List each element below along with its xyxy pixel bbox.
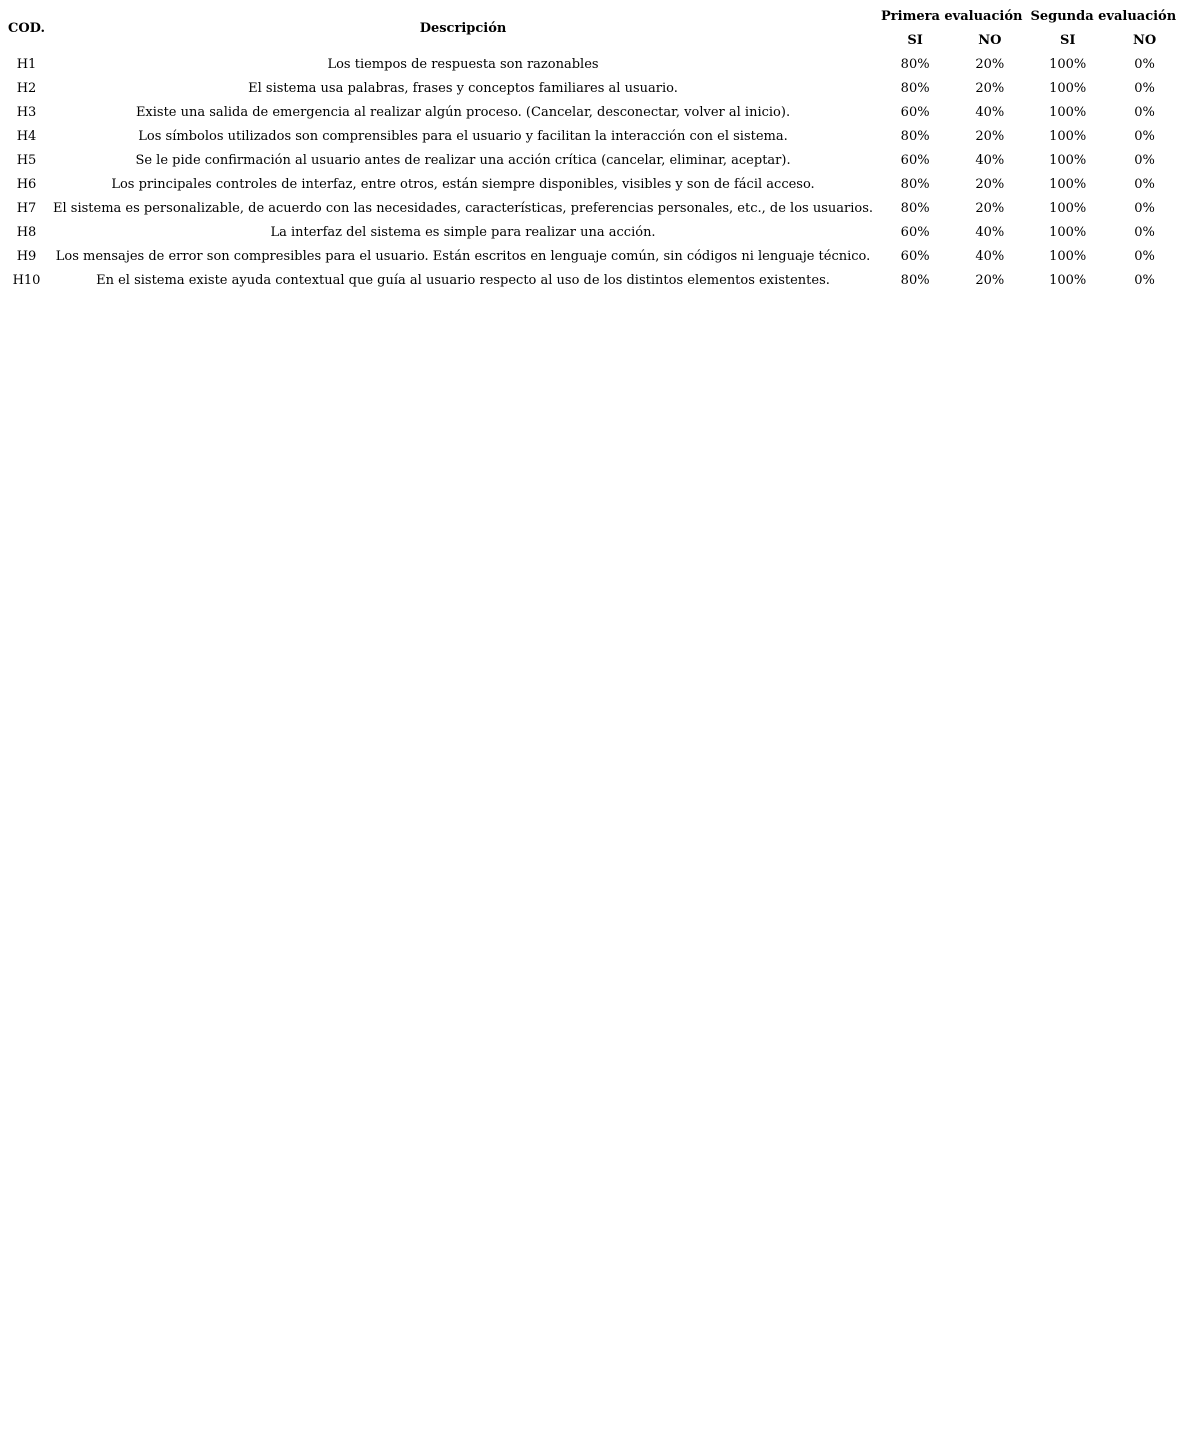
table-row: [4, 148, 1178, 172]
table-row: [4, 76, 1178, 100]
cell-code: H3: [16, 104, 37, 120]
cell-second-no: 0%: [1134, 248, 1155, 264]
cell-second-si: 100%: [1049, 80, 1087, 96]
table-row: [4, 52, 1178, 76]
cell-second-no: 0%: [1134, 80, 1155, 96]
cell-second-si: 100%: [1049, 104, 1087, 120]
cell-first-si: 80%: [900, 200, 930, 216]
cell-second-no: 0%: [1134, 176, 1155, 192]
cell-second-si: 100%: [1049, 248, 1087, 264]
cell-second-si: 100%: [1049, 128, 1087, 144]
table-row: [4, 124, 1178, 148]
header-first-no: NO: [978, 32, 1002, 48]
cell-second-si: 100%: [1049, 224, 1087, 240]
cell-description: Los tiempos de respuesta son razonables: [327, 56, 599, 72]
cell-first-si: 80%: [900, 80, 930, 96]
cell-first-no: 40%: [975, 152, 1005, 168]
table-header: [4, 4, 1178, 52]
table-row: [4, 268, 1178, 292]
cell-second-si: 100%: [1049, 176, 1087, 192]
cell-code: H9: [16, 248, 37, 264]
cell-description: Los mensajes de error son compresibles para el usuario. Están escritos en lenguaje común, sin códigos ni lenguaje técnico.: [55, 248, 871, 264]
cell-second-no: 0%: [1134, 224, 1155, 240]
header-row-top: [4, 4, 1178, 28]
cell-second-no: 0%: [1134, 128, 1155, 144]
cell-first-si: 80%: [900, 176, 930, 192]
cell-code: H6: [16, 176, 37, 192]
cell-second-si: 100%: [1049, 272, 1087, 288]
cell-description: Los símbolos utilizados son comprensibles para el usuario y facilitan la interacción con el sistema.: [138, 128, 788, 144]
cell-second-no: 0%: [1134, 200, 1155, 216]
table-body: [4, 52, 1178, 292]
cell-description: Los principales controles de interfaz, entre otros, están siempre disponibles, visibles y son de fácil acceso.: [111, 176, 815, 192]
cell-first-si: 80%: [900, 56, 930, 72]
header-first-si: SI: [907, 32, 923, 48]
cell-code: H7: [16, 200, 37, 216]
header-description: Descripción: [419, 20, 507, 36]
header-code: COD.: [8, 20, 46, 36]
cell-first-no: 20%: [975, 200, 1005, 216]
cell-first-no: 20%: [975, 176, 1005, 192]
cell-second-no: 0%: [1134, 56, 1155, 72]
cell-first-no: 20%: [975, 56, 1005, 72]
header-first-evaluation: Primera evaluación: [881, 8, 1023, 24]
cell-code: H5: [16, 152, 37, 168]
cell-code: H10: [12, 272, 41, 288]
cell-code: H8: [16, 224, 37, 240]
cell-first-no: 20%: [975, 272, 1005, 288]
cell-description: Se le pide confirmación al usuario antes de realizar una acción crítica (cancelar, eliminar, aceptar).: [135, 152, 791, 168]
cell-second-no: 0%: [1134, 152, 1155, 168]
cell-first-no: 40%: [975, 224, 1005, 240]
cell-first-si: 60%: [900, 248, 930, 264]
header-second-evaluation: Segunda evaluación: [1030, 8, 1177, 24]
cell-code: H2: [16, 80, 37, 96]
cell-first-no: 40%: [975, 104, 1005, 120]
cell-code: H1: [16, 56, 37, 72]
cell-second-no: 0%: [1134, 272, 1155, 288]
cell-description: El sistema es personalizable, de acuerdo con las necesidades, características, preferencias personales, etc., de los usuarios.: [53, 200, 874, 216]
cell-first-si: 80%: [900, 272, 930, 288]
cell-second-si: 100%: [1049, 152, 1087, 168]
cell-first-no: 40%: [975, 248, 1005, 264]
cell-second-si: 100%: [1049, 200, 1087, 216]
cell-second-no: 0%: [1134, 104, 1155, 120]
cell-description: Existe una salida de emergencia al realizar algún proceso. (Cancelar, desconectar, volver al inicio).: [135, 104, 791, 120]
cell-first-si: 60%: [900, 152, 930, 168]
table-row: [4, 172, 1178, 196]
header-second-si: SI: [1059, 32, 1076, 48]
cell-description: En el sistema existe ayuda contextual que guía al usuario respecto al uso de los distintos elementos existentes.: [96, 272, 830, 288]
cell-first-si: 60%: [900, 224, 930, 240]
cell-code: H4: [16, 128, 37, 144]
cell-first-si: 80%: [900, 128, 930, 144]
cell-second-si: 100%: [1049, 56, 1087, 72]
table-row: [4, 196, 1178, 220]
cell-first-no: 20%: [975, 128, 1005, 144]
table-row: [4, 220, 1178, 244]
table-row: [4, 100, 1178, 124]
cell-first-no: 20%: [975, 80, 1005, 96]
table-row: [4, 244, 1178, 268]
cell-description: La interfaz del sistema es simple para realizar una acción.: [270, 224, 656, 240]
header-second-no: NO: [1132, 32, 1157, 48]
heuristic-evaluation-table: [4, 4, 1178, 292]
cell-description: El sistema usa palabras, frases y conceptos familiares al usuario.: [248, 80, 678, 96]
cell-first-si: 60%: [900, 104, 930, 120]
